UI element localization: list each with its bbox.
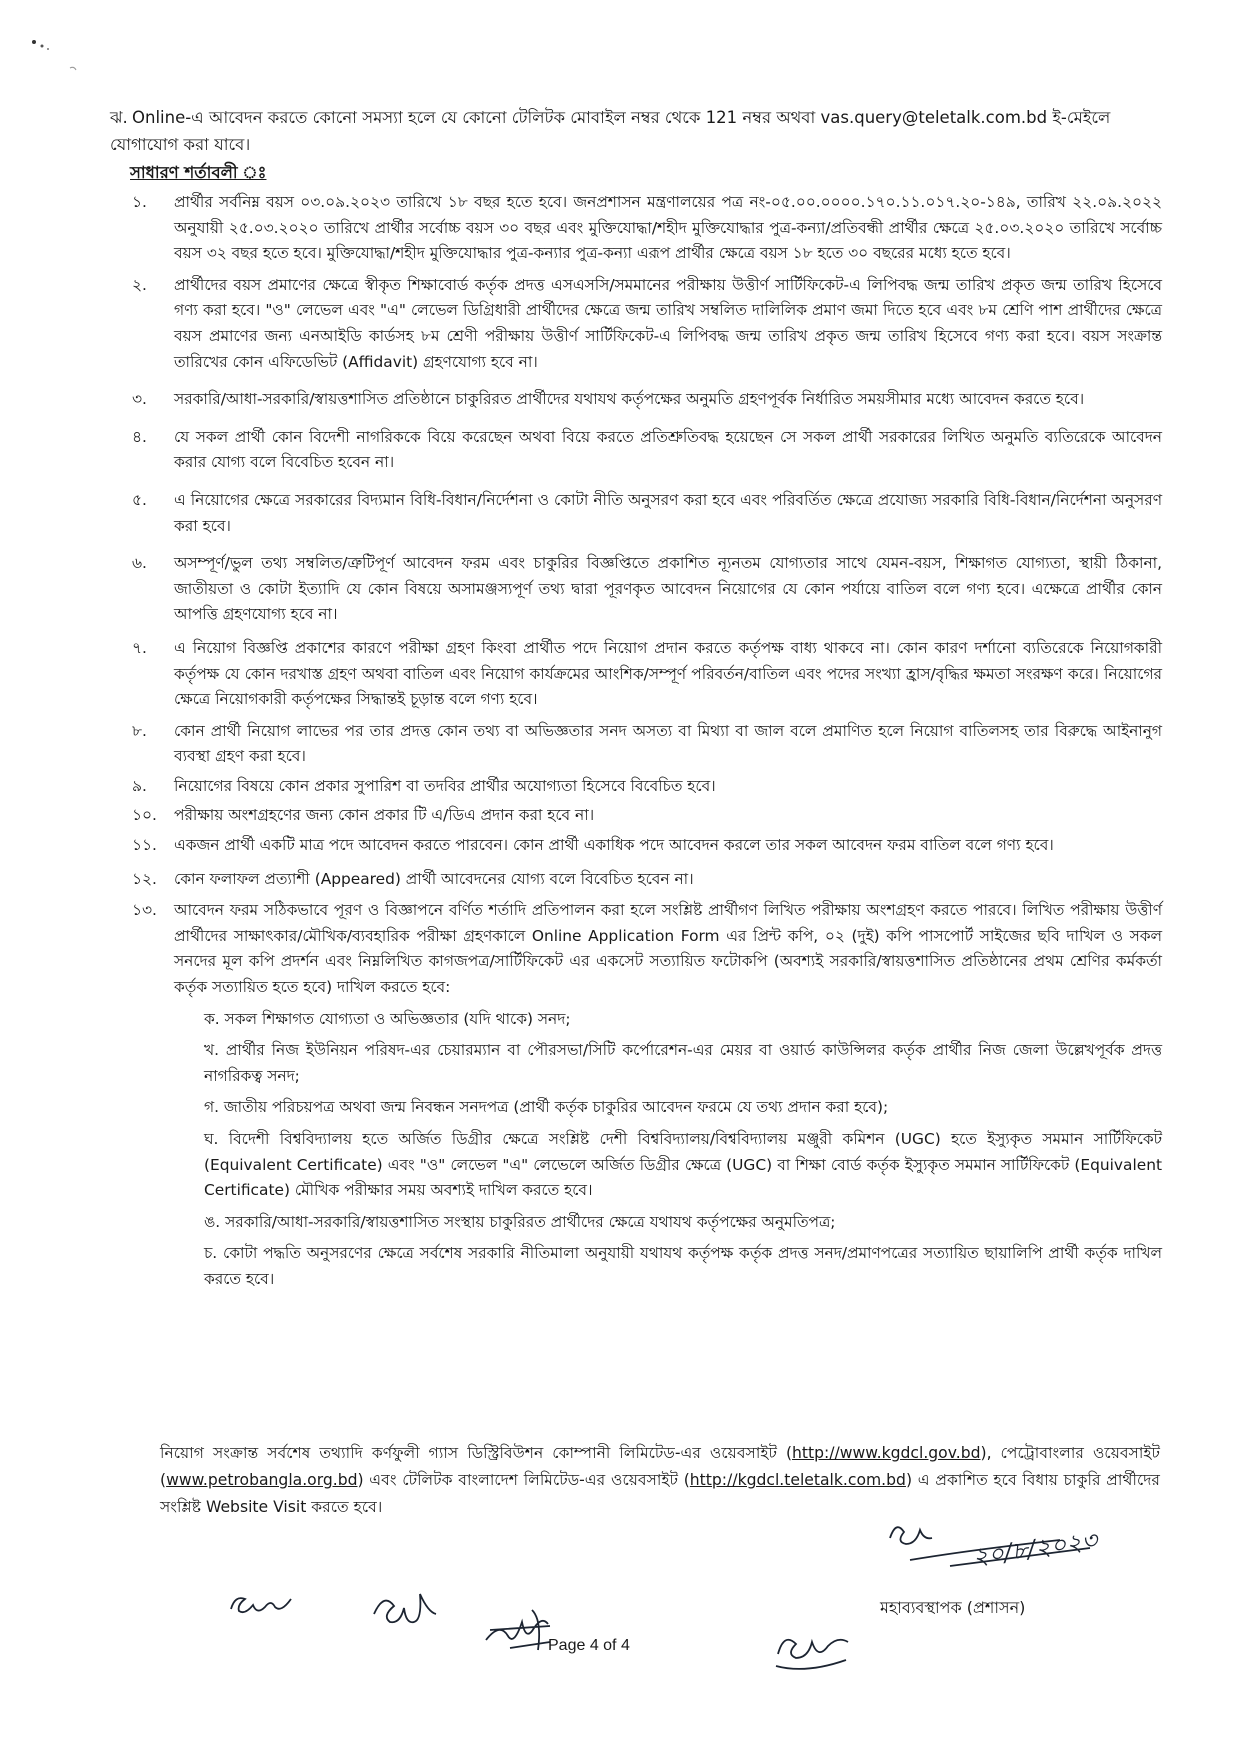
conditions-list — [132, 190, 1162, 1293]
condition-text: এ নিয়োগের ক্ষেত্রে সরকারের বিদ্যমান বিধি-বিধান/নির্দেশনা ও কোটা নীতি অনুসরণ করা হবে এবং পরিবর্তিত ক্ষেত্রে প্রযোজ্য সরকারি বিধি-বিধান/নির্দেশনা অনুসরণ করা হবে। — [174, 490, 1162, 535]
lead-note-text: Online-এ আবেদন করতে কোনো সমস্যা হলে যে কোনো টেলিটক মোবাইল নম্বর থেকে 121 নম্বর অথবা vas.query@teletalk.com.bd ই-মেইলে যোগাযোগ করা যাবে। — [110, 108, 1111, 154]
condition-number: ৪. — [132, 427, 147, 446]
condition-number: ২. — [132, 275, 147, 294]
condition-number: ৩. — [132, 390, 147, 409]
signature-initial-4 — [770, 1620, 860, 1675]
required-documents-list — [204, 1007, 1162, 1293]
closing-text-4: ) এ প্রকাশিত হবে বিধায় চাকুরি প্রার্থীদের সংশ্লিষ্ট Website Visit করতে হবে। — [160, 1471, 1160, 1516]
condition-text: এ নিয়োগ বিজ্ঞপ্তি প্রকাশের কারণে পরীক্ষা গ্রহণ কিংবা প্রার্থীত পদে নিয়োগ প্রদান করতে কর্তৃপক্ষ বাধ্য থাকবে না। কোন কারণ দর্শানো ব্যতিরেকে নিয়োগকারী কর্তৃপক্ষ যে কোন দরখাস্ত গ্রহণ অথবা বাতিল এবং নিয়োগ কার্যক্রমের আংশিক/সম্পূর্ণ পরিবর্তন/বাতিল এবং পদের সংখ্যা হ্রাস/বৃদ্ধির ক্ষমতা সংরক্ষণ করে। নিয়োগের ক্ষেত্রে নিয়োগকারী কর্তৃপক্ষের সিদ্ধান্তই চূড়ান্ত বলে গণ্য হবে। — [174, 638, 1162, 709]
condition-text: কোন প্রার্থী নিয়োগ লাভের পর তার প্রদত্ত কোন তথ্য বা অভিজ্ঞতার সনদ অসত্য বা মিথ্যা বা জাল বলে প্রমাণিত হলে নিয়োগ বাতিলসহ তার বিরুদ্ধে আইনানুগ ব্যবস্থা গ্রহণ করা হবে। — [174, 721, 1162, 766]
condition-item — [132, 898, 1162, 1292]
lead-note-marker: ঝ. — [110, 108, 128, 127]
condition-item — [132, 387, 1162, 413]
teletalk-website-link[interactable]: http://kgdcl.teletalk.com.bd — [689, 1471, 906, 1489]
condition-text: কোন ফলাফল প্রত্যাশী (Appeared) প্রার্থী আবেদনের যোগ্য বলে বিবেচিত হবেন না। — [174, 869, 694, 888]
signature-initial-1 — [225, 1585, 305, 1625]
condition-item — [132, 551, 1162, 628]
scan-speck-mark — [28, 34, 88, 84]
condition-number: ১১. — [132, 836, 157, 855]
signature-initial-2 — [368, 1578, 448, 1638]
condition-item — [132, 719, 1162, 770]
condition-text: প্রার্থীর সর্বনিম্ন বয়স ০৩.০৯.২০২৩ তারিখে ১৮ বছর হতে হবে। জনপ্রশাসন মন্ত্রণালয়ের পত্র নং-০৫.০০.০০০০.১৭০.১১.০১৭.২০-১৪৯, তারিখ ২২.০৯.২০২২ অনুযায়ী ২৫.০৩.২০২০ তারিখে প্রার্থীর সর্বোচ্চ বয়স ৩০ বছর এবং মুক্তিযোদ্ধা/শহীদ মুক্তিযোদ্ধার পুত্র-কন্যা/প্রতিবন্ধী প্রার্থীর ক্ষেত্রে ২৫.০৩.২০২০ তারিখে সর্বোচ্চ বয়স ৩২ বছর হতে হবে। মুক্তিযোদ্ধা/শহীদ মুক্তিযোদ্ধার পুত্র-কন্যার পুত্র-কন্যা এরূপ প্রার্থীর ক্ষেত্রে বয়স ১৮ হতে ৩০ বছরের মধ্যে হতে হবে। — [174, 193, 1162, 263]
condition-item — [132, 867, 1162, 893]
condition-text: যে সকল প্রার্থী কোন বিদেশী নাগরিককে বিয়ে করেছেন অথবা বিয়ে করতে প্রতিশ্রুতিবদ্ধ হয়েছেন সে সকল প্রার্থী সরকারের লিখিত অনুমতি ব্যতিরেকে আবেদন করার যোগ্য বলে বিবেচিত হবেন না। — [174, 427, 1162, 472]
condition-text: আবেদন ফরম সঠিকভাবে পূরণ ও বিজ্ঞাপনে বর্ণিত শর্তাদি প্রতিপালন করা হলে সংশ্লিষ্ট প্রার্থীগণ লিখিত পরীক্ষায় অংশগ্রহণ করতে পারবে। লিখিত পরীক্ষায় উত্তীর্ণ প্রার্থীদের সাক্ষাৎকার/মৌখিক/ব্যবহারিক পরীক্ষা গ্রহণকালে Online Application Form এর প্রিন্ট কপি, ০২ (দুই) কপি পাসপোর্ট সাইজের ছবি দাখিল ও সকল সনদের মূল কপি প্রদর্শন এবং নিম্নলিখিত কাগজপত্র/সার্টিফিকেট এর একসেট সত্যায়িত ফটোকপি (অবশ্যই সরকারি/স্বায়ত্তশাসিত প্রতিষ্ঠানের প্রথম শ্রেণির কর্মকর্তা কর্তৃক সত্যায়িত হতে হবে) দাখিল করতে হবে: — [174, 901, 1162, 997]
condition-text: পরীক্ষায় অংশগ্রহণের জন্য কোন প্রকার টি এ/ডিএ প্রদান করা হবে না। — [174, 806, 595, 825]
closing-text-3: ) এবং টেলিটক বাংলাদেশ লিমিটেড-এর ওয়েবসাইট ( — [357, 1471, 690, 1489]
sub-item: ঘ. বিদেশী বিশ্ববিদ্যালয় হতে অর্জিত ডিগ্রীর ক্ষেত্রে সংশ্লিষ্ট দেশী বিশ্ববিদ্যালয়/বিশ্ববিদ্যালয় মঞ্জুরী কমিশন (UGC) হতে ইস্যুকৃত সমমান সার্টিফিকেট (Equivalent Certificate) এবং "ও" লেভেল "এ" লেভেলে অর্জিত ডিগ্রীর ক্ষেত্রে (UGC) বা শিক্ষা বোর্ড কর্তৃক ইস্যুকৃত সমমান সার্টিফিকেট (Equivalent Certificate) মৌখিক পরীক্ষার সময় অবশ্যই দাখিল করতে হবে। — [204, 1130, 1162, 1200]
condition-text: সরকারি/আধা-সরকারি/স্বায়ত্তশাসিত প্রতিষ্ঠানে চাকুরিরত প্রার্থীদের যথাযথ কর্তৃপক্ষের অনুমতি গ্রহণপূর্বক নির্ধারিত সময়সীমার মধ্যে আবেদন করতে হবে। — [174, 390, 1085, 409]
closing-text-2: ), পেট্রোবাংলার ওয়েবসাইট ( — [160, 1444, 1160, 1489]
sub-item: খ. প্রার্থীর নিজ ইউনিয়ন পরিষদ-এর চেয়ারম্যান বা পৌরসভা/সিটি কর্পোরেশন-এর মেয়র বা ওয়ার্ড কাউন্সিলর কর্তৃক প্রার্থীর নিজ জেলা উল্লেখপূর্বক প্রদত্ত নাগরিকত্ব সনদ; — [204, 1041, 1162, 1085]
condition-item — [132, 774, 1162, 800]
condition-text: একজন প্রার্থী একটি মাত্র পদে আবেদন করতে পারবেন। কোন প্রার্থী একাধিক পদে আবেদন করলে তার সকল আবেদন ফরম বাতিল বলে গণ্য হবে। — [174, 836, 1054, 855]
condition-number: ১. — [132, 193, 147, 211]
section-heading: সাধারণ শর্তাবলী ঃ — [130, 163, 267, 182]
sub-item: গ. জাতীয় পরিচয়পত্র অথবা জন্ম নিবন্ধন সনদপত্র (প্রার্থী কর্তৃক চাকুরির আবেদন ফরমে যে তথ্য প্রদান করা হবে); — [204, 1098, 889, 1117]
condition-number: ১২. — [132, 869, 157, 888]
closing-text-1: নিয়োগ সংক্রান্ত সর্বশেষ তথ্যাদি কর্ণফুলী গ্যাস ডিস্ট্রিবিউশন কোম্পানী লিমিটেড-এর ওয়েবসাইট ( — [160, 1444, 793, 1462]
manager-signature — [880, 1508, 1110, 1598]
condition-number: ৫. — [132, 490, 147, 509]
condition-number: ১৩. — [132, 901, 157, 920]
condition-item — [132, 833, 1162, 859]
sub-item: ঙ. সরকারি/আধা-সরকারি/স্বায়ত্তশাসিত সংস্থায় চাকুরিরত প্রার্থীদের ক্ষেত্রে যথাযথ কর্তৃপক্ষের অনুমতিপত্র; — [204, 1212, 836, 1231]
condition-item — [132, 190, 1162, 267]
condition-number: ৯. — [132, 776, 147, 795]
condition-item — [132, 636, 1162, 713]
designation: মহাব্যবস্থাপক (প্রশাসন) — [880, 1598, 1026, 1617]
page-number: Page 4 of 4 — [548, 1637, 630, 1654]
condition-item — [132, 803, 1162, 829]
signature-date: ২০/৮/২০২৩ — [970, 1525, 1100, 1572]
condition-number: ৬. — [132, 554, 147, 573]
condition-item — [132, 488, 1162, 539]
condition-text: নিয়োগের বিষয়ে কোন প্রকার সুপারিশ বা তদবির প্রার্থীর অযোগ্যতা হিসেবে বিবেচিত হবে। — [174, 776, 716, 795]
kgdcl-website-link[interactable]: http://www.kgdcl.gov.bd — [792, 1444, 981, 1462]
condition-number: ১০. — [132, 806, 157, 825]
condition-number: ৭. — [132, 638, 147, 657]
sub-item: ক. সকল শিক্ষাগত যোগ্যতা ও অভিজ্ঞতার (যদি থাকে) সনদ; — [204, 1009, 571, 1028]
condition-number: ৮. — [132, 721, 147, 740]
condition-item — [132, 273, 1162, 375]
sub-item: চ. কোটা পদ্ধতি অনুসরণের ক্ষেত্রে সর্বশেষ সরকারি নীতিমালা অনুযায়ী যথাযথ কর্তৃপক্ষ কর্তৃক প্রদত্ত সনদ/প্রমাণপত্রের সত্যায়িত ছায়ালিপি প্রার্থী কর্তৃক দাখিল করতে হবে। — [204, 1244, 1162, 1288]
lead-note — [110, 104, 1160, 158]
petrobangla-website-link[interactable]: www.petrobangla.org.bd — [166, 1471, 358, 1489]
condition-item — [132, 425, 1162, 476]
condition-text: অসম্পূর্ণ/ভুল তথ্য সম্বলিত/ত্রুটিপূর্ণ আবেদন ফরম এবং চাকুরির বিজ্ঞপ্তিতে প্রকাশিত ন্যূনতম যোগ্যতার সাথে যেমন-বয়স, শিক্ষাগত যোগ্যতা, স্থায়ী ঠিকানা, জাতীয়তা ও কোটা ইত্যাদি যে কোন বিষয়ে অসামঞ্জস্যপূর্ণ তথ্য দ্বারা পূরণকৃত আবেদন নিয়োগের যে কোন পর্যায়ে বাতিল বলে গণ্য হবে। এক্ষেত্রে প্রার্থীর কোন আপত্তি গ্রহণযোগ্য হবে না। — [174, 554, 1162, 624]
condition-text: প্রার্থীদের বয়স প্রমাণের ক্ষেত্রে স্বীকৃত শিক্ষাবোর্ড কর্তৃক প্রদত্ত এসএসসি/সমমানের পরীক্ষায় উত্তীর্ণ সার্টিফিকেট-এ লিপিবদ্ধ জন্ম তারিখ প্রকৃত জন্ম তারিখ হিসেবে গণ্য করা হবে। "ও" লেভেল এবং "এ" লেভেল ডিগ্রিধারী প্রার্থীদের ক্ষেত্রে জন্ম তারিখ সম্বলিত দালিলিক প্রমাণ জমা দিতে হবে এবং ৮ম শ্রেণি পাশ প্রার্থীদের ক্ষেত্রে বয়স প্রমাণের জন্য এনআইডি কার্ডসহ ৮ম শ্রেণী পরীক্ষায় উত্তীর্ণ সার্টিফিকেট-এ লিপিবদ্ধ জন্ম তারিখ প্রকৃত জন্ম তারিখ হিসেবে গণ্য করা হবে। বয়স সংক্রান্ত তারিখের কোন এফিডেভিট (Affidavit) গ্রহণযোগ্য হবে না। — [174, 275, 1162, 371]
